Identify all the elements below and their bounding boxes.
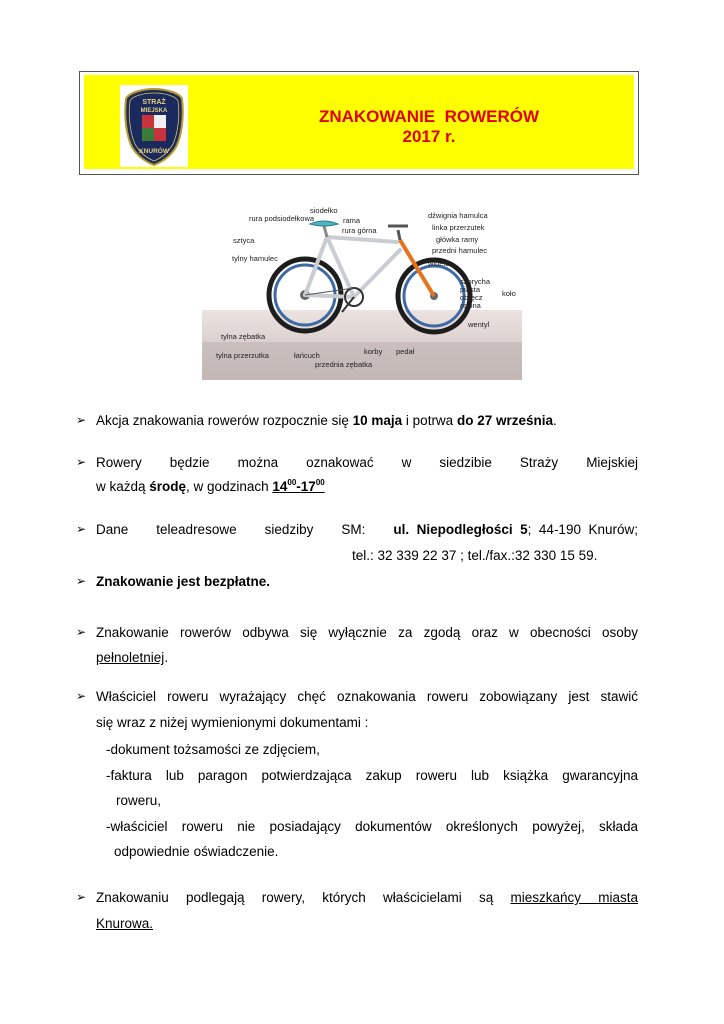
label-korby: korby xyxy=(364,347,383,356)
address-street: ul. Niepodległości 5 xyxy=(393,522,528,537)
label-glowka-ramy: główka ramy xyxy=(436,235,479,244)
label-rama: rama xyxy=(343,216,361,225)
label-obrecz: obręcz xyxy=(460,293,483,302)
arrow-bullet-icon: ➢ xyxy=(76,455,87,469)
header-box xyxy=(79,71,639,175)
label-pedal: pedał xyxy=(396,347,415,356)
label-tylny-hamulec: tylny hamulec xyxy=(232,254,278,263)
phone-numbers: tel.: 32 339 22 37 ; tel./fax.:32 330 15 59. xyxy=(352,548,598,563)
logo-text-bottom: KNURÓW xyxy=(139,148,169,155)
saddle xyxy=(310,221,338,226)
title-line-1: ZNAKOWANIE ROWERÓW xyxy=(318,107,540,126)
arrow-bullet-icon: ➢ xyxy=(76,890,87,904)
page-title xyxy=(224,107,634,147)
required-document: -właściciel roweru nie posiadający dokumentów określonych powyżej, składa xyxy=(106,819,638,834)
label-widelec: widelec xyxy=(428,259,454,268)
office-hours: $14^{00}-17^{00}$ xyxy=(272,478,325,494)
label-linka-przerzutek: linka przerzutek xyxy=(432,223,485,232)
required-document: -faktura lub paragon potwierdzająca zakup roweru lub książka gwarancyjna xyxy=(106,768,638,783)
required-document: -dokument tożsamości ze zdjęciem, xyxy=(106,742,320,757)
label-tylna-przerzutka: tylna przerzutka xyxy=(216,351,269,360)
arrow-bullet-icon: ➢ xyxy=(76,574,87,588)
arrow-bullet-icon: ➢ xyxy=(76,522,87,536)
label-lancuch: łańcuch xyxy=(294,351,320,360)
header-banner xyxy=(84,75,634,169)
label-przednia-zebatka: przednia zębatka xyxy=(315,360,373,369)
label-wentyl: wentyl xyxy=(468,320,490,329)
bike-diagram xyxy=(202,192,522,380)
label-tylna-zebatka: tylna zębatka xyxy=(221,332,266,341)
label-rura-podsiodelkowa: rura podsiodełkowa xyxy=(249,214,315,223)
label-rura-gorna: rura górna xyxy=(342,226,377,235)
label-dzwignia-hamulca: dźwignia hamulca xyxy=(428,211,488,220)
label-kolo: koło xyxy=(502,289,516,298)
arrow-bullet-icon: ➢ xyxy=(76,689,87,703)
label-siodelko: siodełko xyxy=(310,206,338,215)
title-line-2: 2017 r. xyxy=(402,127,456,146)
label-sztyca: sztyca xyxy=(233,236,255,245)
city-guard-logo xyxy=(120,85,188,167)
logo-text-mid: MIEJSKA xyxy=(140,108,168,114)
arrow-bullet-icon: ➢ xyxy=(76,625,87,639)
label-przedni-hamulec: przedni hamulec xyxy=(432,246,488,255)
logo-text-top: STRAŻ xyxy=(142,99,166,106)
arrow-bullet-icon: ➢ xyxy=(76,413,87,427)
label-szprycha: szprycha xyxy=(460,277,491,286)
label-opona: opona xyxy=(460,301,481,310)
label-piasta: piasta xyxy=(460,285,481,294)
